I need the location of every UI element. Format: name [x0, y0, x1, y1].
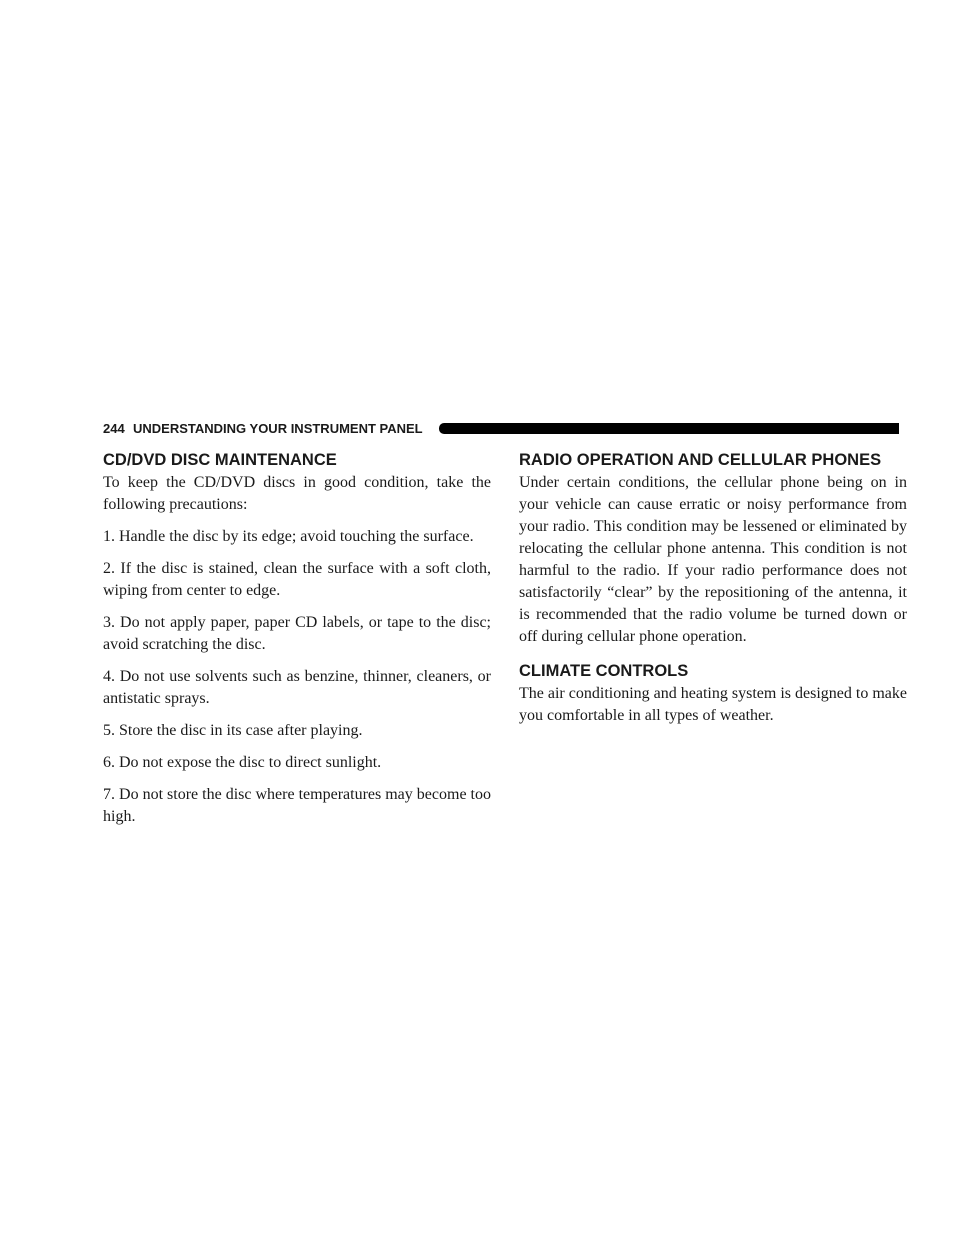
radio-cellular-paragraph: Under certain conditions, the cellular phone being on in your vehicle can cause erratic or noisy performance from your radio. This condition may be lessened or eliminated by relocating the cellular phone antenna. This condition is not harmful to the radio. If your radio performance does not satisfactorily “clear” by the repositioning of the antenna, it is recommended that the radio volume be turned down or off during cellular phone operation. [519, 474, 907, 645]
header-rule-bar [439, 423, 899, 434]
list-item: 4. Do not use solvents such as benzine, thinner, cleaners, or antistatic sprays. [103, 668, 491, 707]
list-item: 3. Do not apply paper, paper CD labels, or tape to the disc; avoid scratching the disc. [103, 614, 491, 653]
climate-controls-paragraph: The air conditioning and heating system is designed to make you comfortable in all types of weather. [519, 685, 907, 724]
page-number: 244 [103, 421, 125, 436]
section-heading-cd-dvd-maintenance: CD/DVD DISC MAINTENANCE [103, 451, 337, 469]
intro-paragraph: To keep the CD/DVD discs in good condition, take the following precautions: [103, 474, 491, 513]
header-title: UNDERSTANDING YOUR INSTRUMENT PANEL [133, 421, 423, 436]
list-item: 2. If the disc is stained, clean the surface with a soft cloth, wiping from center to edge. [103, 560, 491, 599]
page-header [103, 421, 899, 437]
right-column [519, 449, 907, 737]
list-item: 6. Do not expose the disc to direct sunlight. [103, 754, 382, 771]
section-heading-climate-controls: CLIMATE CONTROLS [519, 662, 689, 680]
section-heading-radio-cellular: RADIO OPERATION AND CELLULAR PHONES [519, 451, 882, 469]
left-column [103, 449, 491, 838]
list-item: 7. Do not store the disc where temperatures may become too high. [103, 786, 491, 825]
list-item: 5. Store the disc in its case after playing. [103, 722, 363, 739]
list-item: 1. Handle the disc by its edge; avoid touching the surface. [103, 528, 474, 545]
